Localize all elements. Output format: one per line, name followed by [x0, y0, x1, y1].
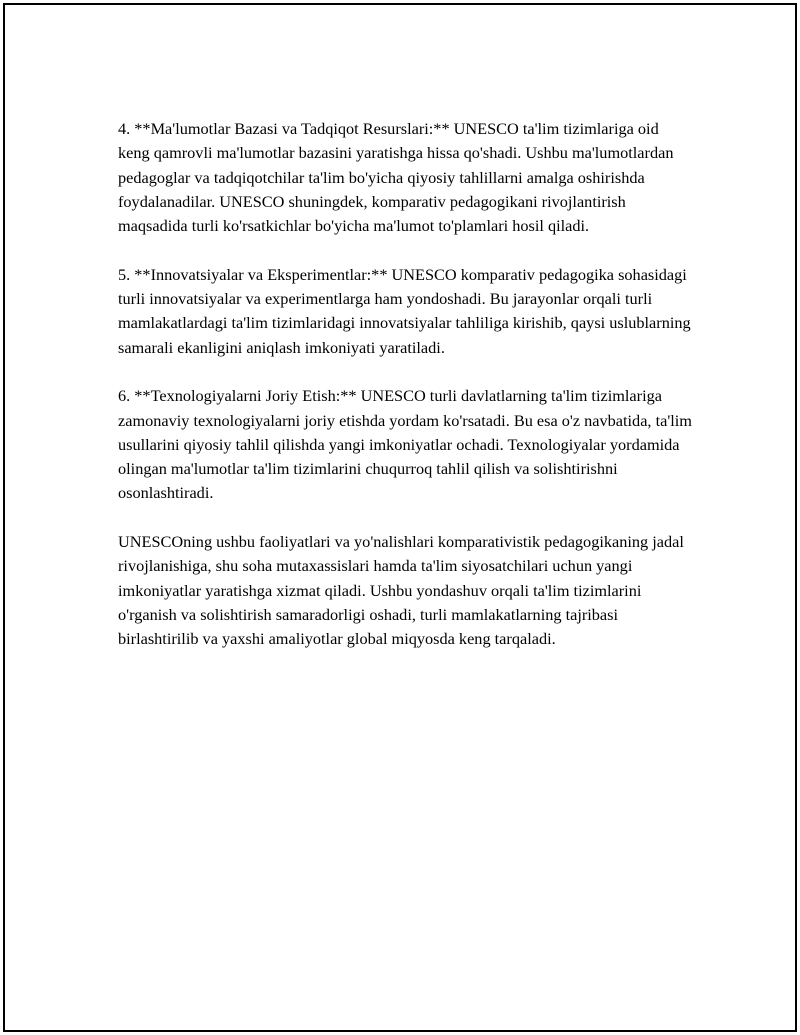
- paragraph-databases: 4. **Ma'lumotlar Bazasi va Tadqiqot Resurslari:** UNESCO ta'lim tizimlariga oid keng qamrovli ma'lumotlar bazasini yaratishga hissa qo'shadi. Ushbu ma'lumotlardan pedagoglar va tadqiqotchilar ta'lim bo'yicha qiyosiy tahlillarni amalga oshirishda foydalanadilar. UNESCO shuningdek, komparativ pedagogikani rivojlantirish maqsadida turli ko'rsatkichlar bo'yicha ma'lumot to'plamlari hosil qiladi.: [118, 119, 674, 236]
- paragraph-innovations: 5. **Innovatsiyalar va Eksperimentlar:** UNESCO komparativ pedagogika sohasidagi turli innovatsiyalar va experimentlarga ham yondoshadi. Bu jarayonlar orqali turli mamlakatlardagi ta'lim tizimlaridagi innovatsiyalar tahliliga kirishib, qaysi uslublarning samarali ekanligini aniqlash imkoniyati yaratiladi.: [118, 264, 691, 357]
- paragraph-conclusion: UNESCOning ushbu faoliyatlari va yo'nalishlari komparativistik pedagogikaning jadal rivojlanishiga, shu soha mutaxassislari hamda ta'lim siyosatchilari uchun yangi imkoniyatlar yaratishga xizmat qiladi. Ushbu yondashuv orqali ta'lim tizimlarini o'rganish va solishtirish samaradorligi oshadi, turli mamlakatlarning tajribasi birlashtirilib va yaxshi amaliyotlar global miqyosda keng tarqaladi.: [118, 532, 684, 649]
- paragraph-technologies: 6. **Texnologiyalarni Joriy Etish:** UNESCO turli davlatlarning ta'lim tizimlariga zamonaviy texnologiyalarni joriy etishda yordam ko'rsatadi. Bu esa o'z navbatida, ta'lim usullarini qiyosiy tahlil qilishda yangi imkoniyatlar ochadi. Texnologiyalar yordamida olingan ma'lumotlar ta'lim tizimlarini chuqurroq tahlil qilish va solishtirishni osonlashtiradi.: [118, 386, 692, 503]
- document-body: [118, 117, 693, 676]
